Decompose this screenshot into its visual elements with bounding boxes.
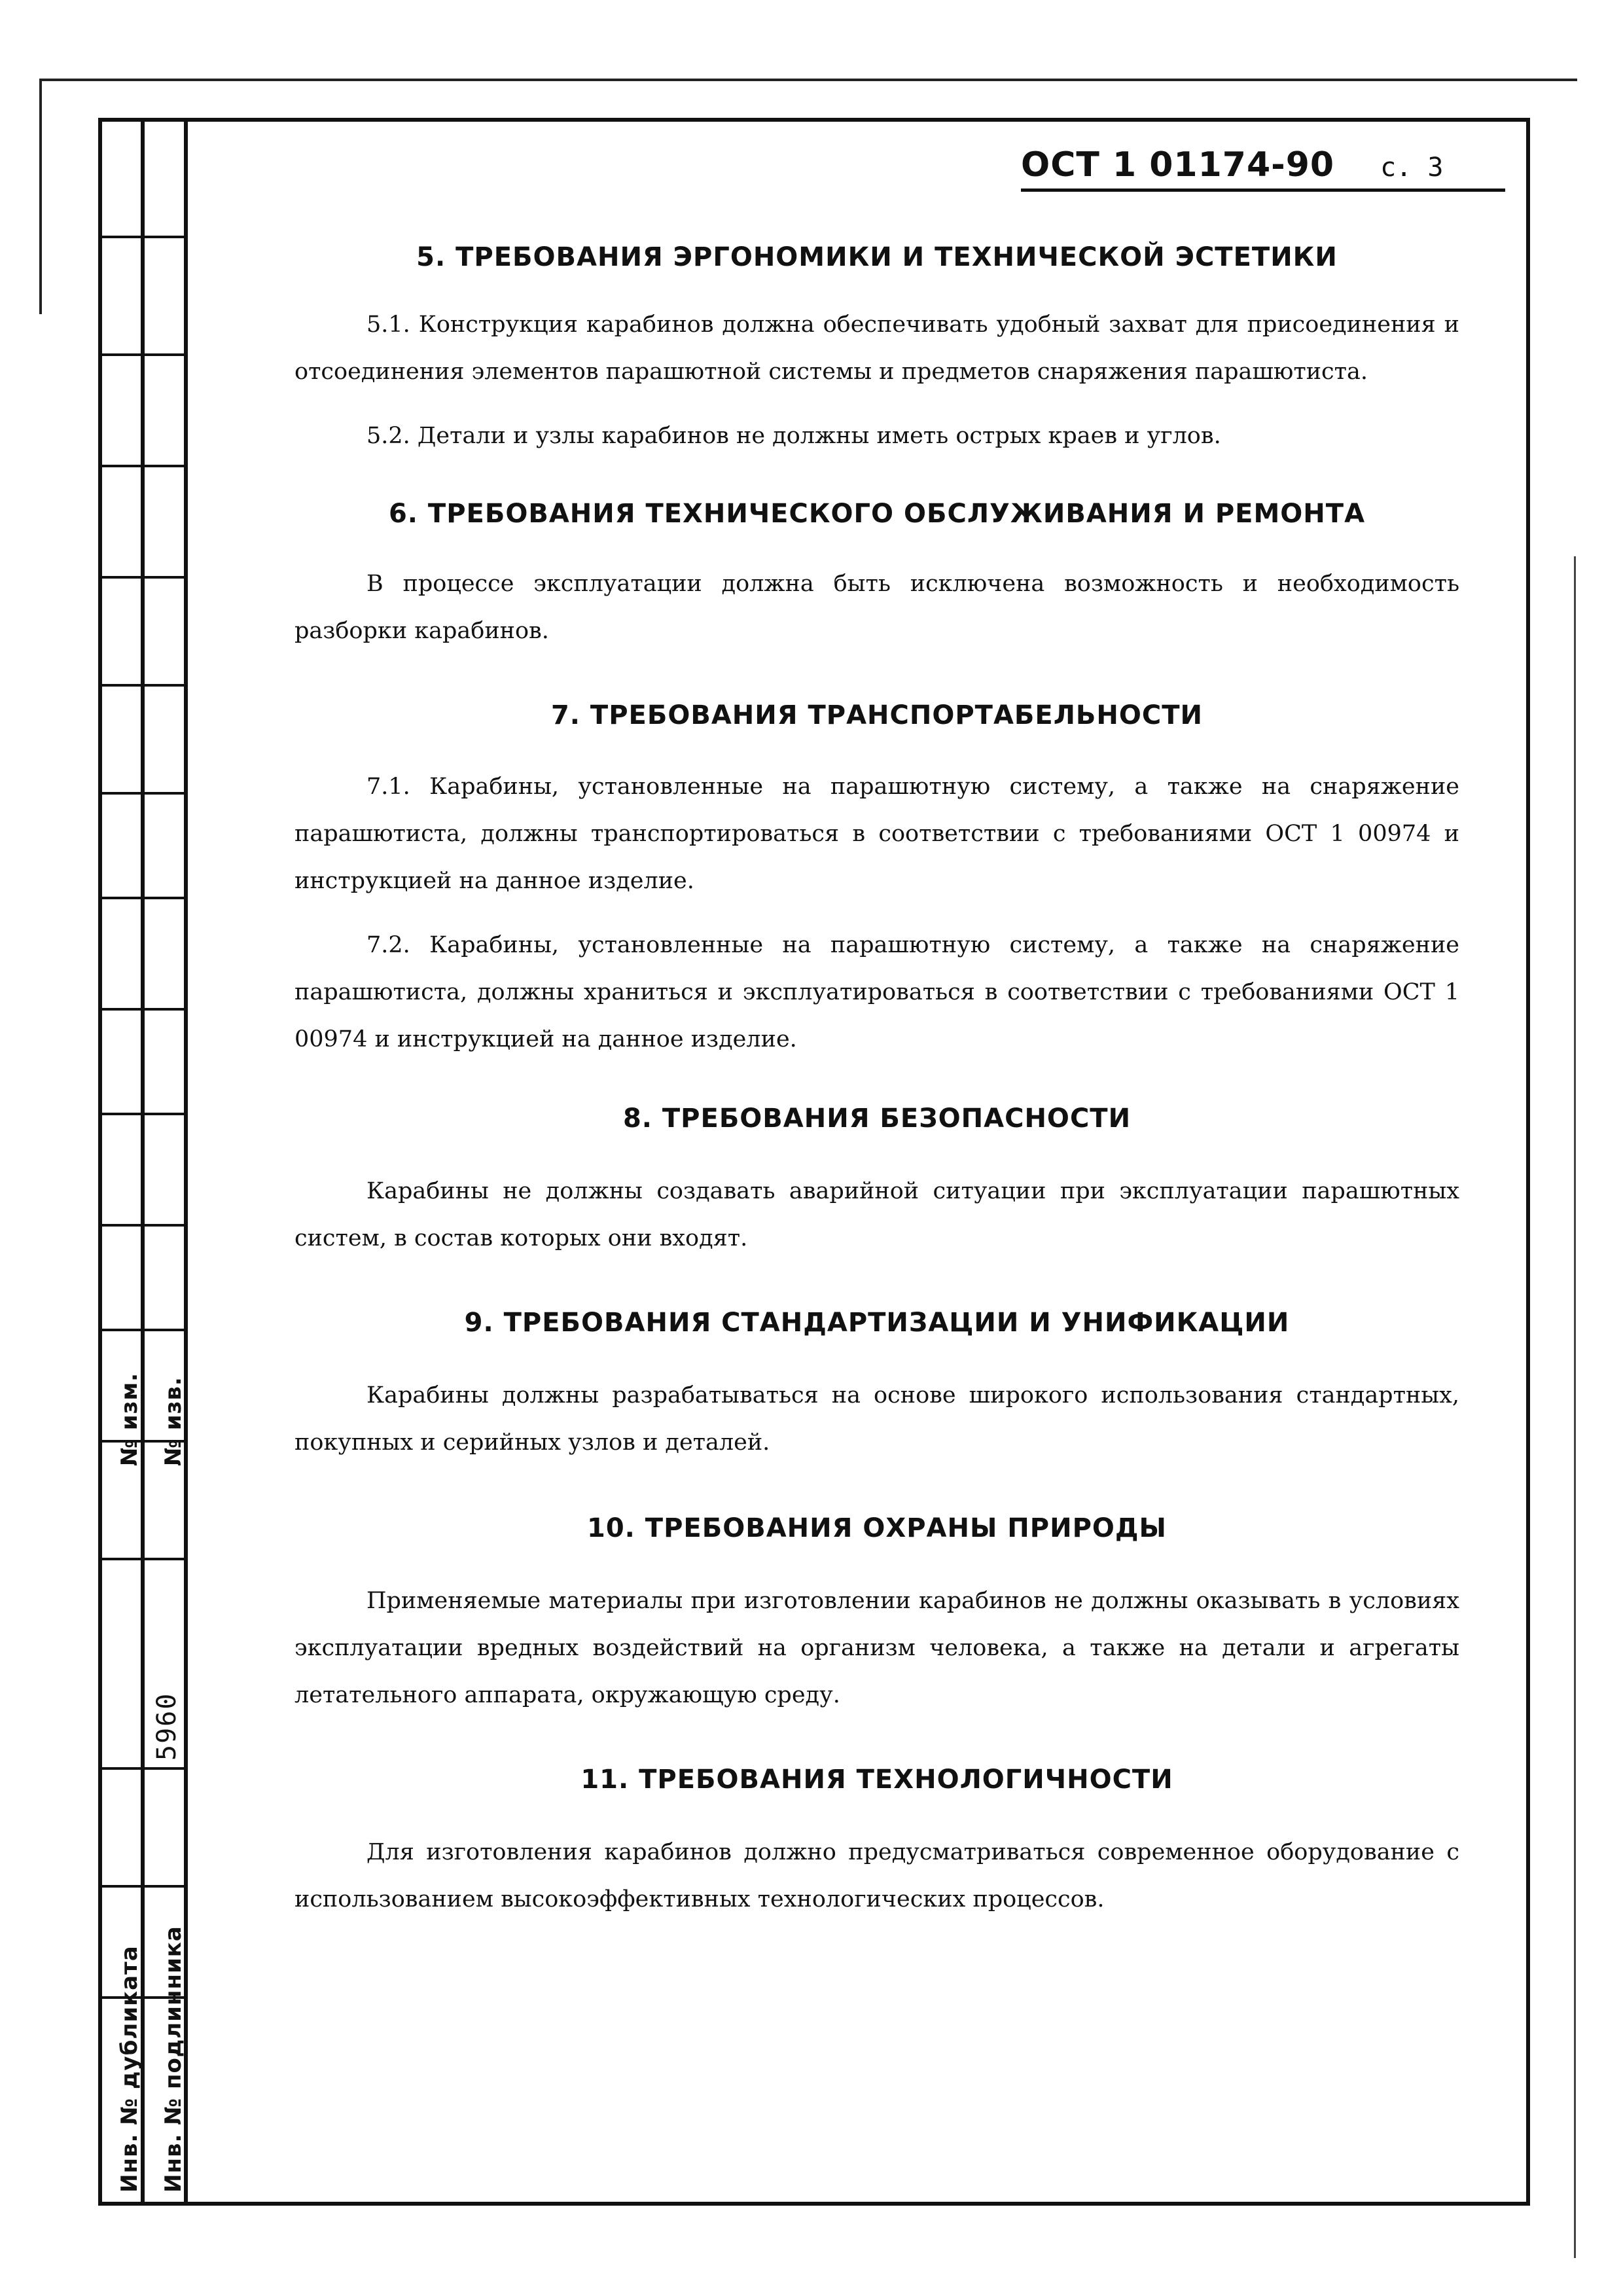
paragraph: Применяемые материалы при изготовлении карабинов не должны оказывать в условиях эксплуатации вредных воздействий на организм человека, а также на детали и агрегаты летательного аппарата, окружающую среду. [294,1588,1459,1708]
paragraph: Для изготовления карабинов должно предусматриваться современное оборудование с использованием высокоэффективных технологических процессов. [294,1839,1459,1912]
stamp-grid-line [98,576,188,579]
section-title: 5. ТРЕБОВАНИЯ ЭРГОНОМИКИ И ТЕХНИЧЕСКОЙ ЭСТЕТИКИ [416,242,1338,272]
stamp-grid-line [98,1224,188,1227]
section-5 [294,242,1459,459]
paragraph: В процессе эксплуатации должна быть исключена возможность и необходимость разборки карабинов. [294,571,1459,644]
stamp-grid-line [98,1885,188,1888]
stamp-original-inv: Инв. № подлинника [160,1926,187,2193]
paragraph: Карабины должны разрабатываться на основе широкого использования стандартных, покупных и серийных узлов и деталей. [294,1382,1459,1456]
stamp-grid-line [98,1558,188,1560]
document-body [294,242,1459,1923]
stamp-inventory-number: 5960 [152,1692,182,1761]
section-title: 7. ТРЕБОВАНИЯ ТРАНСПОРТАБЕЛЬНОСТИ [550,700,1204,730]
section-9 [294,1308,1459,1466]
stamp-notice-no: № изв. [160,1376,187,1466]
paragraph: 5.2. Детали и узлы карабинов не должны иметь острых краев и углов. [366,423,1221,449]
stamp-grid-line [98,1767,188,1770]
stamp-grid-line [98,1008,188,1011]
stamp-column-inner [141,118,188,2206]
section-title: 9. ТРЕБОВАНИЯ СТАНДАРТИЗАЦИИ И УНИФИКАЦИИ [464,1308,1290,1338]
stamp-duplicate-inv: Инв. № дубликата [116,1945,143,2193]
paragraph: Карабины не должны создавать аварийной ситуации при эксплуатации парашютных систем, в состав которых они входят. [294,1178,1459,1251]
section-10 [294,1513,1459,1719]
page-number: с. 3 [1380,152,1444,183]
paragraph: 7.2. Карабины, установленные на парашютную систему, а также на снаряжение парашютиста, должны храниться и эксплуатироваться в соответствии с требованиями ОСТ 1 00974 и инструкцией на данное изделие. [294,932,1459,1052]
stamp-grid-line [98,792,188,795]
section-title: 11. ТРЕБОВАНИЯ ТЕХНОЛОГИЧНОСТИ [580,1765,1173,1795]
section-6 [294,499,1459,655]
stamp-grid-line [98,1329,188,1331]
section-title: 8. ТРЕБОВАНИЯ БЕЗОПАСНОСТИ [622,1103,1132,1134]
section-7 [294,700,1459,1063]
section-11 [294,1765,1459,1923]
paragraph: 5.1. Конструкция карабинов должна обеспечивать удобный захват для присоединения и отсоединения элементов парашютной системы и предметов снаряжения парашютиста. [294,312,1459,385]
standard-code: ОСТ 1 01174-90 [1021,145,1335,185]
page-header [1021,145,1505,192]
scan-edge-top [39,79,1577,81]
stamp-grid-line [98,236,188,238]
scan-edge-left [39,79,42,314]
stamp-column-outer [98,118,141,2206]
scan-edge-right [1574,556,1576,2258]
stamp-grid-line [98,465,188,467]
stamp-grid-line [98,897,188,899]
section-title: 6. ТРЕБОВАНИЯ ТЕХНИЧЕСКОГО ОБСЛУЖИВАНИЯ И РЕМОНТА [388,499,1366,529]
stamp-grid-line [98,353,188,356]
paragraph: 7.1. Карабины, установленные на парашютную систему, а также на снаряжение парашютиста, должны транспортироваться в соответствии с требованиями ОСТ 1 00974 и инструкцией на данное изделие. [294,774,1459,894]
section-8 [294,1103,1459,1262]
stamp-grid-line [98,684,188,687]
section-title: 10. ТРЕБОВАНИЯ ОХРАНЫ ПРИРОДЫ [587,1513,1167,1543]
stamp-change-no: № изм. [116,1372,143,1466]
stamp-grid-line [98,1113,188,1115]
